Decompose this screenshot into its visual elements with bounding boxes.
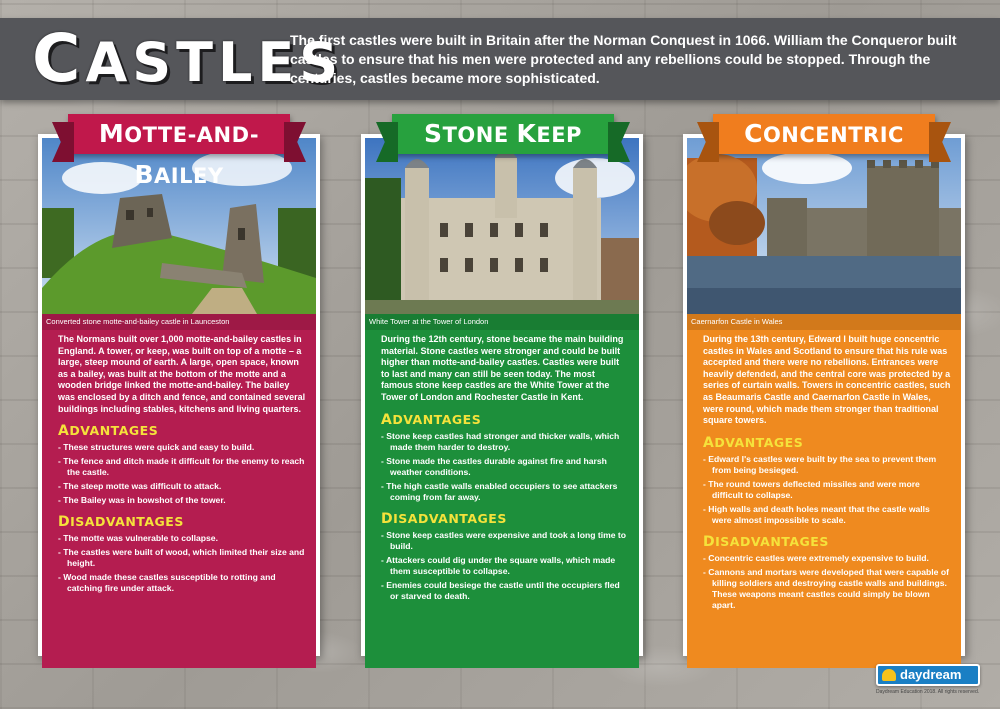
header-band xyxy=(0,18,1000,100)
photo-caption: Caernarfon Castle in Wales xyxy=(687,314,961,330)
list-item: - The motte was vulnerable to collapse. xyxy=(58,533,306,544)
list-item: - Stone keep castles were expensive and took a long time to build. xyxy=(381,530,629,552)
daydream-logo xyxy=(876,664,980,686)
list-item: - Wood made these castles susceptible to rotting and catching fire under attack. xyxy=(58,572,306,594)
advantages-list xyxy=(58,442,306,506)
list-item: - The castles were built of wood, which limited their size and height. xyxy=(58,547,306,569)
panel-motte-and-bailey xyxy=(38,134,320,656)
list-item: - The fence and ditch made it difficult for the enemy to reach the castle. xyxy=(58,456,306,478)
panel-body xyxy=(42,330,316,668)
intro-text: The first castles were built in Britain after the Norman Conquest in 1066. William the Conqueror built castles to ensure that his men were protected and any rebellions could be stopped. Through the centuries, castles became more sophisticated. xyxy=(290,32,957,86)
panel-description: During the 13th century, Edward I built huge concentric castles in Wales and Scotland to ensure that his rule was accepted and there were no rebellions. Entrances were heavily defended, and the central core was protected by a series of curtain walls. Towers in concentric castles, such as Beaumaris Castle and Caernarfon Castle in Wales, were round, which made them stronger than traditional square towers. xyxy=(703,334,951,426)
disadvantages-list xyxy=(58,533,306,594)
ribbon-concentric: CONCENTRIC xyxy=(713,114,935,154)
list-item: - Attackers could dig under the square walls, which made them susceptible to collapse. xyxy=(381,555,629,577)
disadvantages-heading: DISADVANTAGES xyxy=(58,514,184,531)
list-item: - Edward I's castles were built by the sea to prevent them from being besieged. xyxy=(703,454,951,476)
list-item: - Concentric castles were extremely expensive to build. xyxy=(703,553,951,564)
advantages-heading: ADVANTAGES xyxy=(381,411,482,428)
list-item: - The high castle walls enabled occupiers to see attackers coming from far away. xyxy=(381,481,629,503)
disadvantages-list xyxy=(703,553,951,611)
photo-caernarfon-castle xyxy=(687,138,961,314)
ribbon-motte-and-bailey: MOTTE-AND-BAILEY xyxy=(68,114,290,154)
list-item: - Stone keep castles had stronger and thicker walls, which made them harder to destroy. xyxy=(381,431,629,453)
list-item: - These structures were quick and easy to build. xyxy=(58,442,306,453)
advantages-list xyxy=(703,454,951,526)
copyright-text: Daydream Education 2018. All rights reserved. xyxy=(876,689,980,695)
list-item: - The round towers deflected missiles and were more difficult to collapse. xyxy=(703,479,951,501)
list-item: - Cannons and mortars were developed that were capable of killing soldiers and destroying castle walls and buildings. These weapons meant castles could simply be blown apart. xyxy=(703,567,951,611)
photo-caption: White Tower at the Tower of London xyxy=(365,314,639,330)
ribbon-stone-keep: STONE KEEP xyxy=(392,114,614,154)
panel-description: During the 12th century, stone became the main building material. Stone castles were stronger and could be built higher than motte-and-bailey castles. Castles were built to last and many can still be seen today. The most famous stone keep castles are the White Tower at the Tower of London and Rochester Castle in Kent. xyxy=(381,334,624,402)
photo-white-tower xyxy=(365,138,639,314)
list-item: - The steep motte was difficult to attack. xyxy=(58,481,306,492)
panel-body xyxy=(365,330,639,668)
list-item: - Stone made the castles durable against fire and harsh weather conditions. xyxy=(381,456,629,478)
advantages-heading: ADVANTAGES xyxy=(58,423,159,440)
panel-concentric xyxy=(683,134,965,656)
sun-icon xyxy=(882,669,896,681)
advantages-list xyxy=(381,431,629,503)
advantages-heading: ADVANTAGES xyxy=(703,434,804,451)
panel-stone-keep xyxy=(361,134,643,656)
disadvantages-heading: DISADVANTAGES xyxy=(703,533,829,550)
list-item: - Enemies could besiege the castle until the occupiers fled or starved to death. xyxy=(381,580,629,602)
panel-description: The Normans built over 1,000 motte-and-bailey castles in England. A tower, or keep, was built on top of a motte – a large, steep mound of earth. A large, open space, known as a bailey, was built at the bottom of the motte and a wooden bridge linked the motte-and-bailey. The bailey was enclosed by a ditch and fence, and contained several buildings including stables, kitchens and living quarters. xyxy=(58,334,306,414)
disadvantages-list xyxy=(381,530,629,602)
photo-caption: Converted stone motte-and-bailey castle in Launceston xyxy=(42,314,316,330)
page-title: CASTLES xyxy=(32,20,344,97)
list-item: - High walls and death holes meant that the castle walls were almost impossible to scale. xyxy=(703,504,951,526)
list-item: - The Bailey was in bowshot of the tower. xyxy=(58,495,306,506)
logo-text: daydream xyxy=(900,667,962,682)
panel-body xyxy=(687,330,961,668)
disadvantages-heading: DISADVANTAGES xyxy=(381,510,507,527)
